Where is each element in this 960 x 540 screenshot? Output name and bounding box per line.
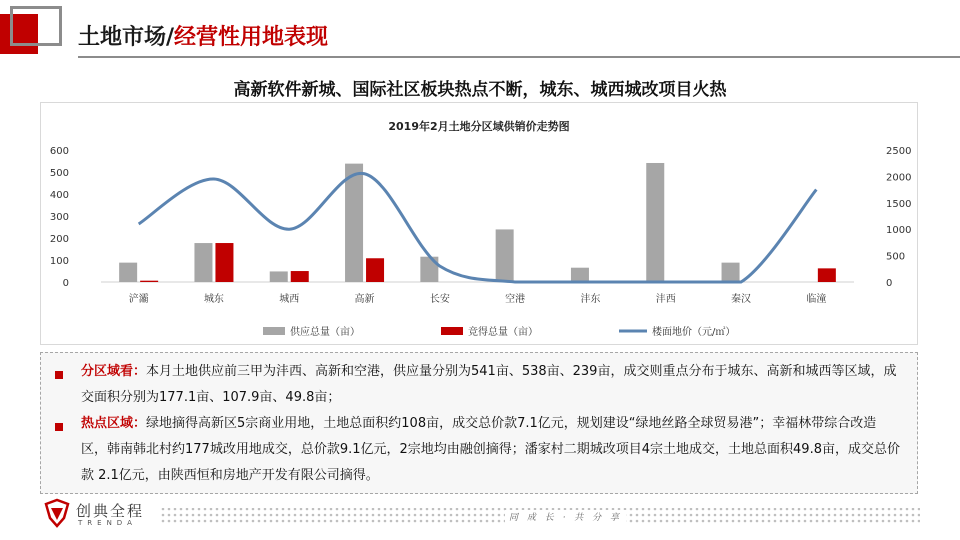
chart-bars	[119, 163, 836, 282]
legend-label: 楼面地价（元/㎡）	[652, 327, 736, 338]
bar-supply	[722, 263, 740, 282]
bar-supply	[194, 243, 212, 282]
chart-title: 2019年2月土地分区域供销价走势图	[388, 120, 570, 133]
bar-supply	[345, 164, 363, 282]
summary-item-1-text: 本月土地供应前三甲为沣西、高新和空港，供应量分别为541亩、538亩、239亩，成交则重点分布于城东、高新和城西等区域，成交面积分别为177.1亩、107.9亩、49.8亩；	[81, 364, 897, 405]
page-subtitle: 高新软件新城、国际社区板块热点不断，城东、城西城改项目火热	[233, 80, 727, 100]
chart-legend	[263, 325, 735, 338]
legend-swatch	[441, 327, 463, 335]
page-title-part2: 经营性用地表现	[174, 25, 329, 50]
footer-brand-en: TRENDA	[78, 519, 137, 527]
bar-sold	[215, 243, 233, 282]
footer-brand: 创典全程	[76, 502, 145, 520]
bar-sold	[140, 281, 158, 282]
x-tick-label: 临潼	[806, 294, 827, 305]
footer-slogan: 同 成 长 · 共 分 享	[505, 510, 626, 523]
title-divider	[78, 56, 960, 58]
x-tick-label: 秦汉	[731, 294, 752, 305]
page-title	[78, 20, 328, 51]
header-logo-frame	[10, 6, 62, 46]
x-tick-label: 城西	[279, 294, 300, 305]
chart-ticks	[50, 146, 912, 305]
y-left-tick-label: 500	[49, 168, 69, 179]
x-tick-label: 城东	[203, 294, 224, 305]
y-left-tick-label: 200	[49, 234, 69, 245]
chart-container	[40, 102, 918, 345]
legend-label: 供应总量（亩）	[290, 327, 360, 338]
summary-bullet-1	[55, 371, 63, 379]
summary-box	[40, 352, 918, 494]
y-left-tick-label: 300	[49, 212, 69, 223]
bar-sold	[366, 258, 384, 282]
y-right-tick-label: 1500	[886, 198, 912, 210]
x-tick-label: 浐灞	[128, 294, 149, 305]
x-tick-label: 沣东	[580, 294, 601, 305]
x-tick-label: 长安	[429, 294, 450, 305]
summary-item-2-text: 绿地摘得高新区5宗商业用地，土地总面积约108亩，成交总价款7.1亿元，规划建设“绿地丝路全球贸易港”；幸福林带综合改造区，韩南韩北村约177城改用地成交，总价款9.1亿元，2宗地均由融创摘得；潘家村二期城改项目4宗土地成交，土地总面积49.8亩，成交总价款 2.1亿元，由陕西恒和房地产开发有限公司摘得。	[81, 416, 900, 483]
x-tick-label: 沣西	[655, 294, 676, 305]
bar-supply	[119, 263, 137, 282]
y-right-tick-label: 2500	[886, 146, 912, 157]
legend-label: 竞得总量（亩）	[468, 327, 538, 338]
summary-item-1	[81, 359, 901, 411]
summary-item-2	[81, 411, 901, 489]
y-right-tick-label: 1000	[886, 225, 912, 237]
bar-sold	[818, 268, 836, 282]
y-right-tick-label: 0	[886, 278, 893, 289]
y-right-tick-label: 500	[886, 251, 906, 263]
series-line-price	[139, 173, 817, 282]
x-tick-label: 空港	[505, 294, 526, 305]
bar-supply	[646, 163, 664, 282]
bar-supply	[571, 268, 589, 282]
x-tick-label: 高新	[354, 294, 375, 305]
footer-logo-mark-icon	[40, 496, 74, 530]
legend-swatch	[263, 327, 285, 335]
summary-bullet-2	[55, 423, 63, 431]
bar-supply	[270, 271, 288, 282]
bar-supply	[496, 229, 514, 282]
summary-item-2-label: 热点区域：	[81, 416, 147, 431]
y-left-tick-label: 600	[49, 146, 69, 157]
chart-line	[139, 173, 817, 282]
summary-item-1-label: 分区域看：	[81, 364, 147, 379]
bar-supply	[420, 257, 438, 282]
y-left-tick-label: 0	[62, 278, 69, 289]
y-right-tick-label: 2000	[886, 172, 912, 184]
chart-svg	[41, 103, 917, 344]
page-title-part1: 土地市场/	[78, 25, 175, 50]
y-left-tick-label: 100	[49, 256, 69, 267]
bar-sold	[291, 271, 309, 282]
y-left-tick-label: 400	[49, 190, 69, 201]
